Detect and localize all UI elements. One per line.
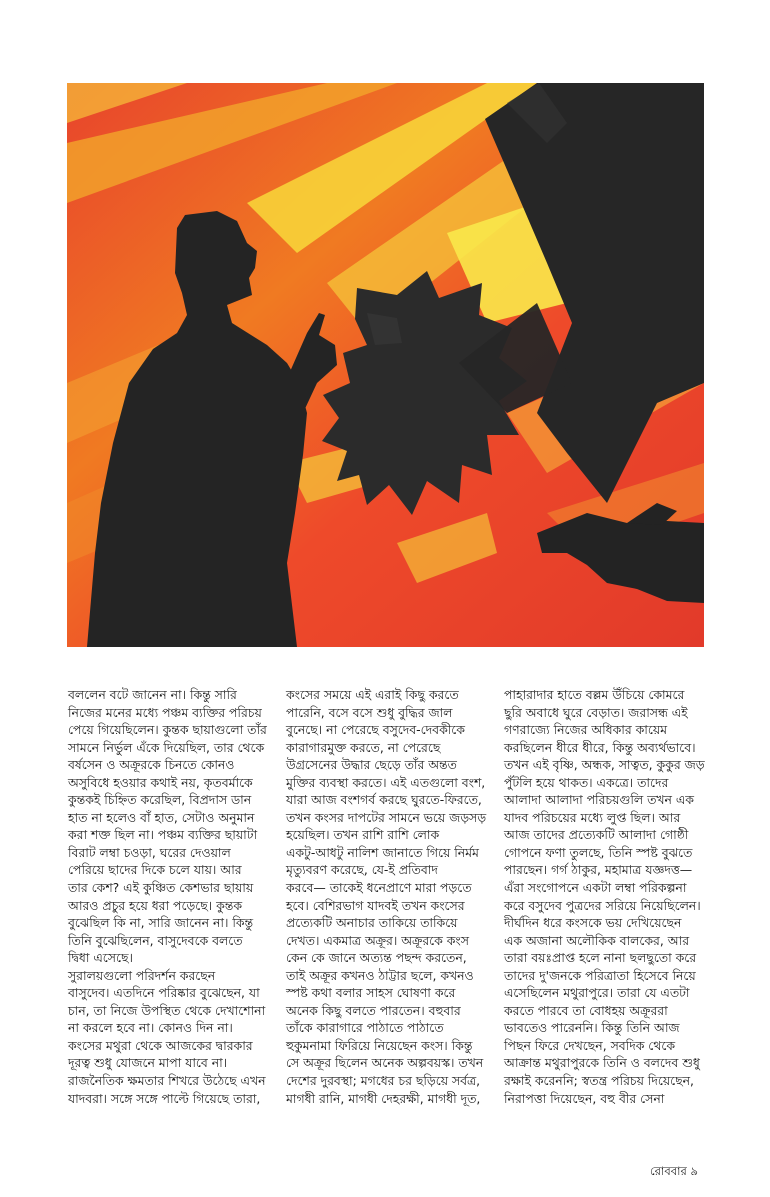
text-line: পাহারাদার হাতে বল্লম উঁচিয়ে কোমরে <box>504 687 685 702</box>
text-line: দেখত। একমাত্র অক্রূর। অক্রূরকে কংস <box>286 932 469 948</box>
text-line: মৃত্যুবরণ করেছে, যে-ই প্রতিবাদ <box>286 862 438 878</box>
text-line: উগ্রসেনের উদ্ধার ছেড়ে তাঁর অন্তত <box>286 757 457 773</box>
paper-cutout-silhouette-artwork <box>67 83 704 647</box>
text-line: এসেছিলেন মথুরাপুরে। তারা যে এতটা <box>504 985 690 1001</box>
text-line: করছিলেন ধীরে ধীরে, কিন্তু অব্যর্থভাবে। <box>504 739 696 755</box>
text-line: তাই অক্রূর কখনও ঠাট্টার ছলে, কখনও <box>286 967 474 983</box>
text-line: পেয়ে গিয়েছিলেন। কুন্তক ছায়াগুলো তাঁর <box>68 722 267 738</box>
text-line: সামনে নির্ভুল এঁকে দিয়েছিল, তার থেকে <box>68 739 265 755</box>
text-line: কেন কে জানে অত্যন্ত পছন্দ করতেন, <box>286 950 467 966</box>
text-line: নিরাপত্তা দিয়েছেন, বহু বীর সেনা <box>504 1090 665 1106</box>
article-column-1 <box>68 686 266 1107</box>
text-line: দেশের দুরবস্থা; মগধের চর ছড়িয়ে সর্বত্র, <box>286 1073 481 1089</box>
text-line: ছুরি অবাধে ঘুরে বেড়াত। জরাসন্ধ এই <box>504 704 688 720</box>
text-line: দ্বিধা এসেছে। <box>68 950 133 966</box>
text-line: আজ তাদের প্রত্যেকটি আলাদা গোষ্ঠী <box>504 827 689 843</box>
article-column-2 <box>286 686 487 1107</box>
text-line: আরও প্রচুর হয়ে ধরা পড়েছে। কুন্তক <box>68 897 243 913</box>
text-line: হয়েছিল। তখন রাশি রাশি লোক <box>286 827 440 843</box>
text-line: যারা আজ বংশগর্ব করছে ঘুরতে-ফিরতে, <box>286 792 482 808</box>
text-line: স্পষ্ট কথা বলার সাহস ঘোষণা করে <box>286 985 456 1001</box>
text-line: পেরিয়ে ছাদের দিকে চলে যায়। আর <box>68 862 242 878</box>
text-line: করা শক্ত ছিল না। পঞ্চম ব্যক্তির ছায়াটা <box>68 827 258 843</box>
text-line: তখন এই বৃষ্ণি, অন্ধক, সাত্বত, কুকুর জড় <box>504 757 705 773</box>
text-line: কংসের মথুরা থেকে আজকের দ্বারকার <box>68 1037 253 1053</box>
text-line: মুক্তির ব্যবস্থা করতে। এই এতগুলো বংশ, <box>286 774 486 790</box>
text-line: তিনি বুঝেছিলেন, বাসুদেবকে বলতে <box>68 932 243 948</box>
text-line: রাজনৈতিক ক্ষমতার শিখরে উঠেছে এখন <box>68 1073 266 1089</box>
text-line: রক্ষাই করেননি; স্বতন্ত্র পরিচয় দিয়েছেন, <box>504 1073 694 1089</box>
text-line: তাদের দু'জনকে পরিত্রাতা হিসেবে নিয়ে <box>504 967 696 983</box>
text-line: গোপনে ফণা তুলছে, তিনি স্পষ্ট বুঝতে <box>504 844 693 860</box>
text-line: করতে পারবে তা বোধহয় অক্রূররা <box>504 1002 668 1018</box>
text-line: বুঝেছিল কি না, সারি জানেন না। কিন্তু <box>68 915 254 931</box>
text-line: একটু-আধটু নালিশ জানাতে গিয়ে নির্মম <box>286 844 479 860</box>
text-line: তারা বয়ঃপ্রাপ্ত হলে নানা ছলছুতো করে <box>504 950 697 966</box>
text-line: বুনেছে। না পেরেছে বসুদেব-দেবকীকে <box>286 722 465 738</box>
text-line: সুরালয়গুলো পরিদর্শন করছেন <box>68 967 216 983</box>
text-line: চান, তা নিজে উপস্থিত থেকে দেখাশোনা <box>68 1002 266 1018</box>
text-line: সে অক্রূর ছিলেন অনেক অল্পবয়স্ক। তখন <box>286 1055 484 1071</box>
text-line: হবে। বেশিরভাগ যাদবই তখন কংসের <box>286 897 465 913</box>
text-line: তার কেশ? এই কুঞ্চিত কেশভার ছায়ায় <box>68 880 254 896</box>
page-footer-label: রোববার ৯ <box>650 1164 698 1178</box>
text-line: পারেনি, বসে বসে শুধু বুদ্ধির জাল <box>286 704 453 720</box>
text-line: মাগধী রানি, মাগধী দেহরক্ষী, মাগধী দূত, <box>286 1090 481 1106</box>
text-line: যাদব পরিচয়ের মধ্যে লুপ্ত ছিল। আর <box>504 809 681 825</box>
text-line: দূরত্ব শুধু যোজনে মাপা যাবে না। <box>68 1055 228 1071</box>
text-line: গণরাজ্যে নিজের অধিকার কায়েম <box>504 722 668 738</box>
text-line: বিরাট লম্বা চওড়া, ঘরের দেওয়াল <box>68 844 231 860</box>
text-line: কংসের সময়ে এই এরাই কিছু করতে <box>286 687 459 702</box>
text-line: বাসুদেব। এতদিনে পরিষ্কার বুঝেছেন, যা <box>68 985 260 1001</box>
text-line: বর্ষসেন ও অক্রূরকে চিনতে কোনও <box>68 757 235 773</box>
text-line: পিছন ফিরে দেখছেন, সবদিক থেকে <box>504 1037 676 1053</box>
text-line: করে বসুদেব পুত্রদের সরিয়ে নিয়েছিলেন। <box>504 897 701 913</box>
text-line: আলাদা আলাদা পরিচয়গুলি তখন এক <box>504 792 694 808</box>
text-line: অনেক কিছু বলতে পারতেন। বহুবার <box>286 1002 461 1018</box>
text-line: হাত না হলেও বাঁ হাত, সেটাও অনুমান <box>68 809 255 825</box>
cutout-illustration <box>67 83 704 647</box>
text-line: অসুবিধে হওয়ার কথাই নয়, কৃতবর্মাকে <box>68 774 253 790</box>
article-column-3 <box>504 686 705 1107</box>
text-line: ভাবতেও পারেননি। কিন্তু তিনি আজ <box>504 1020 680 1036</box>
text-line: নিজের মনের মধ্যে পঞ্চম ব্যক্তির পরিচয় <box>68 704 262 720</box>
text-line: না করলে হবে না। কোনও দিন না। <box>68 1020 233 1036</box>
text-line: যাদবরা। সঙ্গে সঙ্গে পাল্টে গিয়েছে তারা, <box>68 1090 261 1106</box>
text-line: তাঁকে কারাগারে পাঠাতে পাঠাতে <box>286 1020 444 1036</box>
text-line: আক্রান্ত মথুরাপুরকে তিনি ও বলদেব শুধু <box>504 1055 700 1071</box>
text-line: এঁরা সংগোপনে একটা লম্বা পরিকল্পনা <box>504 880 687 896</box>
text-line: পুঁটলি হয়ে থাকত। একত্রে। তাদের <box>504 774 669 790</box>
text-line: পারছেন। গর্গ ঠাকুর, মহামাত্র যজ্ঞদত্ত— <box>504 862 693 878</box>
text-line: দীর্ঘদিন ধরে কংসকে ভয় দেখিয়েছেন <box>504 915 682 931</box>
text-line: এক অজানা অলৌকিক বালকের, আর <box>504 932 690 948</box>
text-line: কারাগারমুক্ত করতে, না পেরেছে <box>286 739 441 755</box>
text-line: তখন কংসর দাপটের সামনে ভয়ে জড়সড় <box>286 809 487 825</box>
text-line: হুকুমনামা ফিরিয়ে নিয়েছেন কংস। কিন্তু <box>286 1037 473 1053</box>
text-line: কুন্তকই চিহ্নিত করেছিল, বিপ্রদাস ডান <box>68 792 252 808</box>
text-line: প্রত্যেকটি অনাচার তাকিয়ে তাকিয়ে <box>286 915 458 931</box>
text-line: করবে— তাকেই ধনেপ্রাণে মারা পড়তে <box>286 880 472 896</box>
text-line: বললেন বটে জানেন না। কিন্তু সারি <box>68 687 237 702</box>
